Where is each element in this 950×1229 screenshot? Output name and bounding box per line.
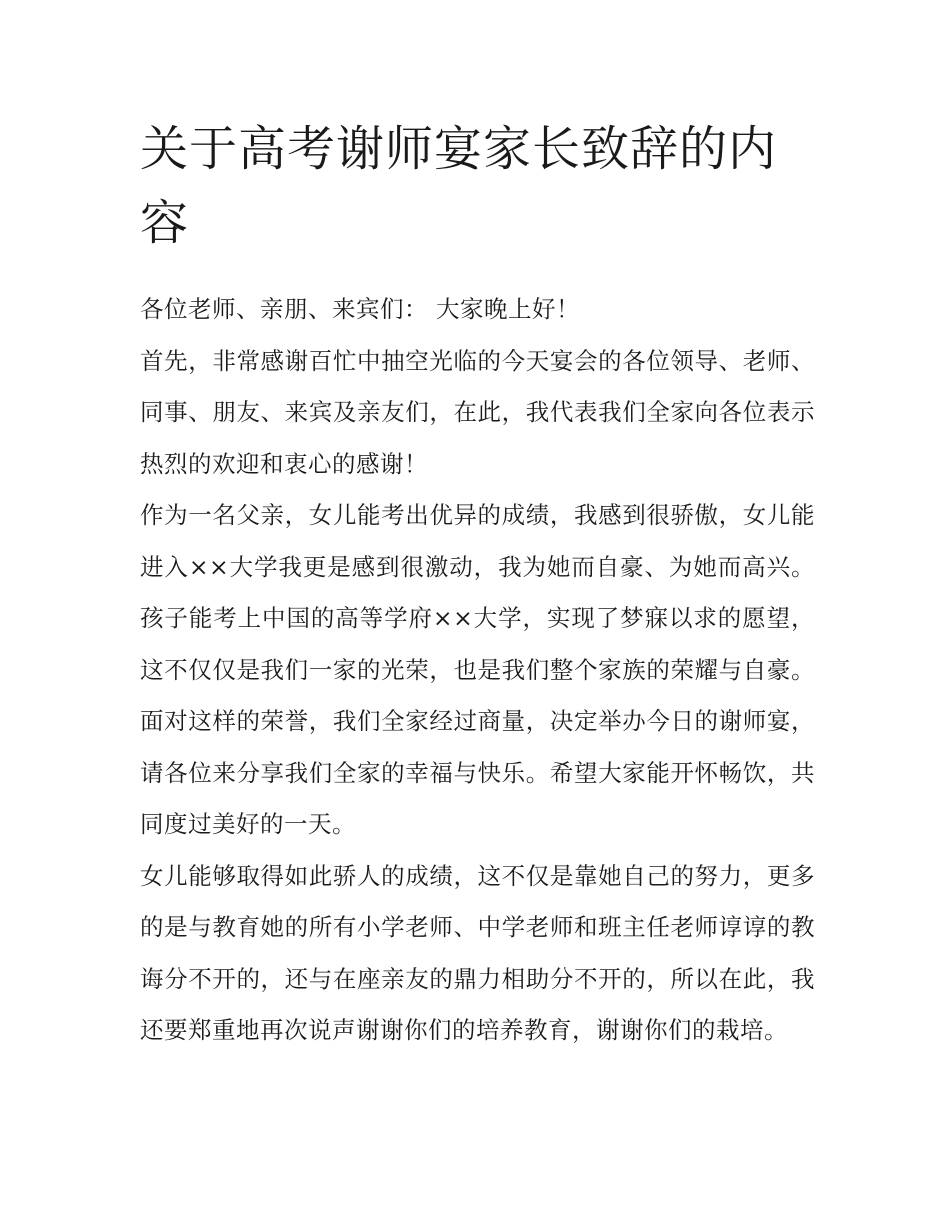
paragraph-teachers: 女儿能够取得如此骄人的成绩，这不仅是靠她自己的努力，更多的是与教育她的所有小学老师、中学老师和班主任老师谆谆的教诲分不开的，还与在座亲友的鼎力相助分不开的，所以在此，我还要郑重地再次说声谢谢你们的培养教育，谢谢你们的栽培。 — [140, 861, 815, 1044]
paragraph-thanks: 首先，非常感谢百忙中抽空光临的今天宴会的各位领导、老师、同事、朋友、来宾及亲友们，在此，我代表我们全家向各位表示热烈的欢迎和衷心的感谢！ — [140, 346, 815, 478]
document-page — [140, 112, 815, 1057]
document-title: 关于高考谢师宴家长致辞的内容 — [140, 121, 778, 251]
document-body — [140, 284, 815, 1057]
paragraph-pride: 作为一名父亲，女儿能考出优异的成绩，我感到很骄傲，女儿能进入××大学我更是感到很激动，我为她而自豪、为她而高兴。孩子能考上中国的高等学府××大学，实现了梦寐以求的愿望，这不仅仅是我们一家的光荣，也是我们整个家族的荣耀与自豪。面对这样的荣誉，我们全家经过商量，决定举办今日的谢师宴，请各位来分享我们全家的幸福与快乐。希望大家能开怀畅饮，共同度过美好的一天。 — [140, 501, 815, 838]
paragraph-greeting: 各位老师、亲朋、来宾们： 大家晚上好！ — [140, 295, 580, 323]
